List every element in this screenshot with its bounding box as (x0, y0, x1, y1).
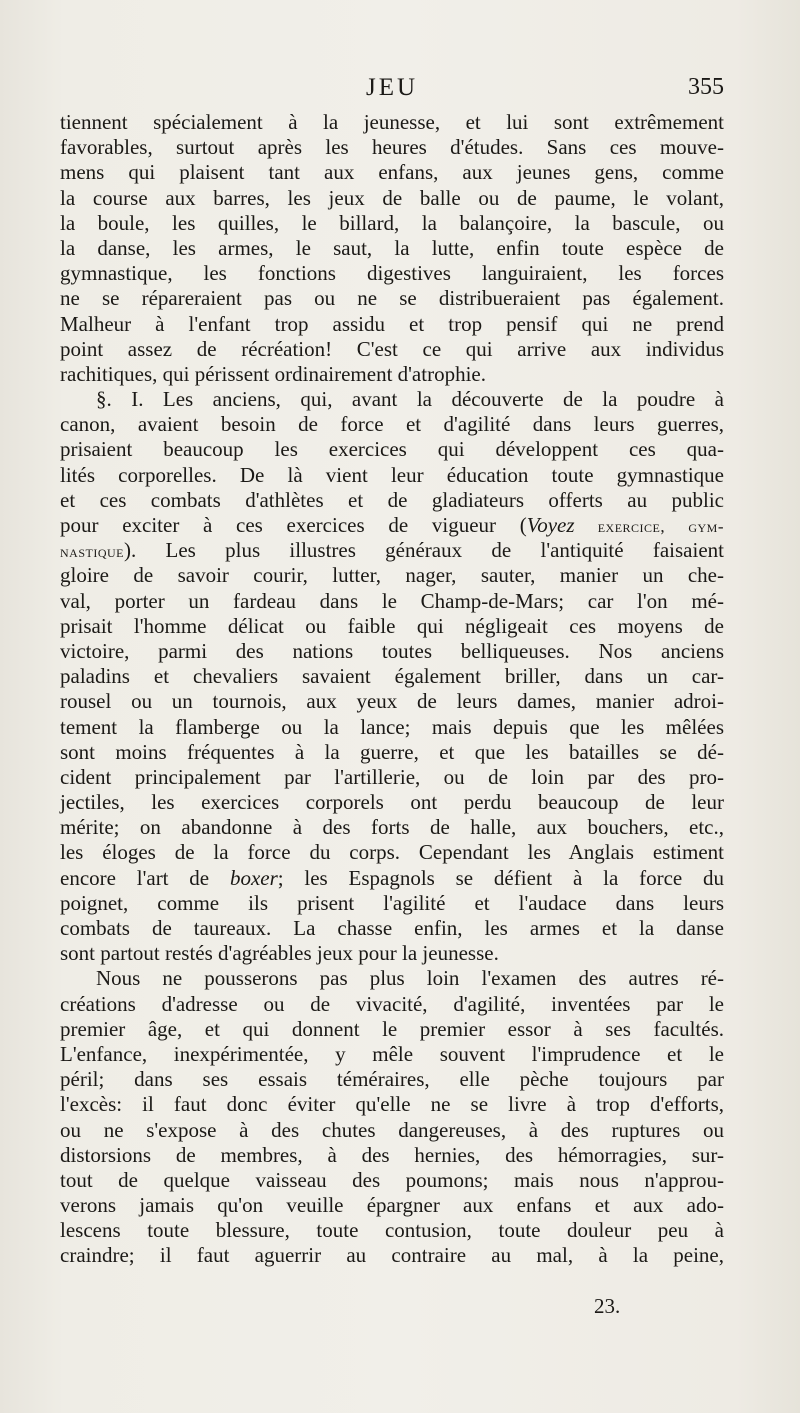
text-run: ). Les plus illustres généraux de l'antiquité faisaient (124, 538, 724, 563)
text-line: rachitiques, qui périssent ordinairement d'atrophie. (60, 361, 486, 386)
running-head: JEU (365, 74, 419, 101)
body-text (60, 110, 724, 1269)
signature-mark: 23. (594, 1294, 621, 1318)
text-line: distorsions de membres, à des hernies, des hémorragies, sur- (60, 1142, 724, 1167)
text-line: canon, avaient besoin de force et d'agilité dans leurs guerres, (60, 412, 724, 437)
text-line: Malheur à l'enfant trop assidu et trop pensif qui ne prend (60, 311, 724, 336)
text-line: rousel ou un tournois, aux yeux de leurs dames, manier adroi- (60, 689, 724, 714)
text-line: lescens toute blessure, toute contusion, toute douleur peu à (60, 1218, 724, 1243)
text-run: pour exciter à ces exercices de vigueur ( (60, 513, 527, 537)
text-line: gymnastique, les fonctions digestives languiraient, les forces (60, 261, 724, 286)
text-line: et ces combats d'athlètes et de gladiateurs offerts au public (60, 487, 724, 512)
text-line: lités corporelles. De là vient leur éducation toute gymnastique (60, 462, 724, 487)
text-line: verons jamais qu'on veuille épargner aux enfans et aux ado- (60, 1193, 724, 1218)
text-line: craindre; il faut aguerrir au contraire au mal, à la peine, (60, 1243, 724, 1268)
text-line: prisaient beaucoup les exercices qui développent ces qua- (60, 437, 724, 462)
text-line: péril; dans ses essais téméraires, elle pèche toujours par (60, 1067, 724, 1092)
text-line: gloire de savoir courir, lutter, nager, sauter, manier un che- (60, 563, 724, 588)
small-caps-run: nastique (60, 542, 124, 562)
text-line: cident principalement par l'artillerie, ou de loin par des pro- (60, 764, 724, 789)
text-line: tement la flamberge ou la lance; mais depuis que les mêlées (60, 714, 724, 739)
text-line: les éloges de la force du corps. Cependant les Anglais estiment (60, 840, 724, 865)
text-line: §. I. Les anciens, qui, avant la découverte de la poudre à (96, 387, 724, 412)
text-line: la course aux barres, les jeux de balle ou de paume, le volant, (60, 185, 724, 210)
text-line: poignet, comme ils prisent l'agilité et l'audace dans leurs (60, 890, 724, 915)
text-line (60, 866, 724, 891)
text-line: mérite; on abandonne à des forts de halle, aux bouchers, etc., (60, 815, 724, 840)
text-line: ou ne s'expose à des chutes dangereuses, à des ruptures ou (60, 1117, 724, 1142)
italic-run: Voyez (526, 513, 575, 537)
text-run: ; les Espagnols se défient à la force du (277, 865, 725, 890)
text-line (60, 538, 724, 563)
text-run: encore l'art de (60, 865, 230, 890)
text-line: combats de taureaux. La chasse enfin, les armes et la danse (60, 916, 724, 940)
text-line: favorables, surtout après les heures d'études. Sans ces mouve- (60, 135, 724, 160)
text-line: jectiles, les exercices corporels ont perdu beaucoup de leur (60, 790, 724, 815)
text-line: premier âge, et qui donnent le premier essor à ses facultés. (60, 1016, 724, 1041)
text-line: tout de quelque vaisseau des poumons; mais nous n'approu- (60, 1167, 724, 1192)
text-line: L'enfance, inexpérimentée, y mêle souvent l'imprudence et le (60, 1041, 724, 1066)
text-line: la boule, les quilles, le billard, la balançoire, la bascule, ou (60, 210, 724, 235)
text-line: Nous ne pousserons pas plus loin l'examen des autres ré- (96, 966, 724, 991)
text-line: val, porter un fardeau dans le Champ-de-Mars; car l'on mé- (60, 588, 724, 613)
page-header (60, 74, 724, 108)
text-line: prisait l'homme délicat ou faible qui négligeait ces moyens de (60, 613, 724, 638)
text-line (60, 513, 724, 538)
page-number: 355 (688, 74, 724, 100)
text-line: paladins et chevaliers savaient également briller, dans un car- (60, 664, 724, 689)
text-line: sont partout restés d'agréables jeux pour la jeunesse. (60, 941, 499, 966)
text-line: point assez de récréation! C'est ce qui arrive aux individus (60, 336, 724, 361)
text-line: victoire, parmi des nations toutes belliqueuses. Nos anciens (60, 638, 724, 663)
text-line: la danse, les armes, le saut, la lutte, enfin toute espèce de (60, 235, 724, 260)
text-line: l'excès: il faut donc éviter qu'elle ne se livre à trop d'efforts, (60, 1092, 724, 1117)
text-line: tiennent spécialement à la jeunesse, et lui sont extrêmement (60, 110, 724, 134)
small-caps-run: exercice, gym- (574, 517, 725, 536)
text-line: ne se répareraient pas ou ne se distribueraient pas également. (60, 286, 724, 311)
italic-run: boxer (229, 865, 278, 890)
text-line: sont moins fréquentes à la guerre, et que les batailles se dé- (60, 739, 724, 764)
text-line: mens qui plaisent tant aux enfans, aux jeunes gens, comme (60, 160, 724, 185)
text-line: créations d'adresse ou de vivacité, d'agilité, inventées par le (60, 991, 724, 1016)
